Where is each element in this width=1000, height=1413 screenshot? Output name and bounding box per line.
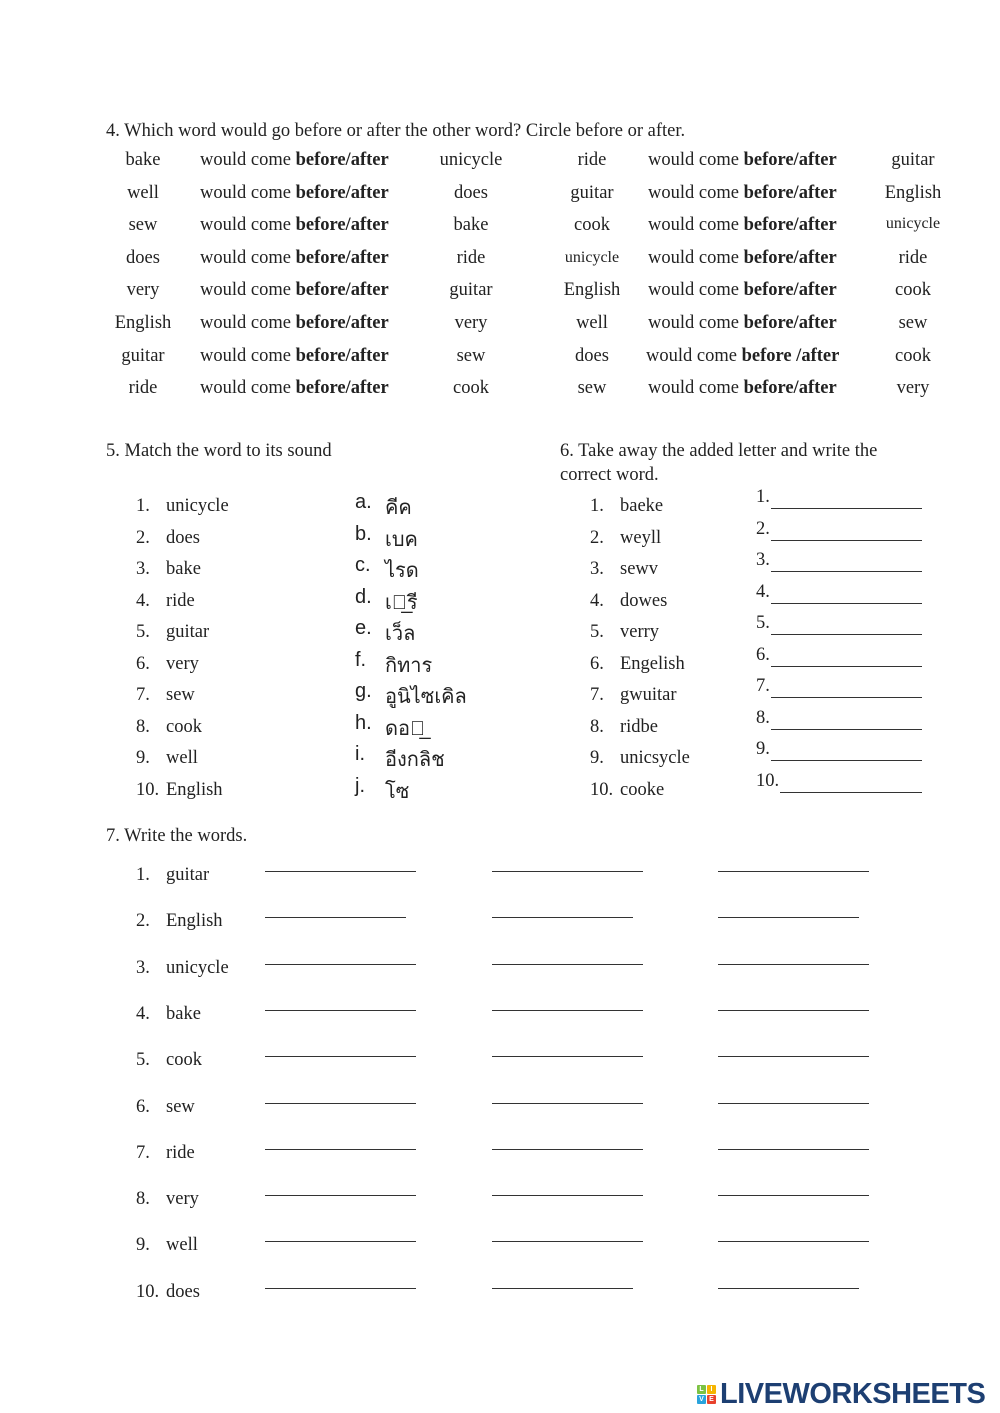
before-after-option[interactable]: before/after [743, 150, 837, 170]
writing-blank[interactable] [492, 1149, 643, 1150]
before-after-option[interactable]: before/after [743, 378, 837, 399]
word-left: ride [128, 378, 158, 399]
phrase-text: would come [648, 150, 744, 170]
writing-blank[interactable] [718, 1195, 869, 1196]
answer-number: 2. [756, 518, 770, 539]
before-after-option[interactable]: before/after [295, 378, 389, 399]
word-right: bake [453, 215, 489, 236]
sound-letter: f. [355, 648, 367, 671]
answer-blank[interactable] [771, 666, 922, 667]
word-left: well [127, 182, 159, 203]
writing-blank[interactable] [265, 1195, 416, 1196]
match-word: guitar [166, 622, 210, 642]
before-after-option[interactable]: before/after [295, 215, 389, 236]
word-left: English [114, 313, 172, 333]
answer-blank[interactable] [771, 729, 922, 730]
phrase-text: would come [200, 247, 296, 268]
misspelled-word: sewv [620, 559, 659, 579]
word-right: very [896, 378, 930, 399]
thai-sound: อีงกลิช [385, 749, 445, 771]
sound-letter: e. [355, 617, 372, 639]
thai-sound: ดอซ̲ [385, 717, 425, 740]
item-number: 9. [590, 748, 604, 768]
word-right: very [454, 313, 488, 333]
section6-title-line1: 6. Take away the added letter and write the [560, 441, 878, 461]
before-after-choice[interactable] [648, 215, 837, 236]
answer-number: 8. [756, 707, 770, 728]
writing-blank[interactable] [492, 964, 643, 965]
answer-blank[interactable] [771, 760, 922, 761]
before-after-option[interactable]: before/after [743, 182, 837, 203]
before-after-choice[interactable] [646, 346, 839, 367]
write-word: sew [166, 1096, 195, 1117]
writing-blank[interactable] [265, 1056, 416, 1057]
writing-blank[interactable] [265, 1010, 416, 1011]
writing-blank[interactable] [718, 1010, 869, 1011]
word-right: ride [456, 247, 486, 268]
before-after-option[interactable]: before/after [743, 313, 837, 333]
phrase-text: would come [648, 182, 744, 203]
phrase-text: would come [200, 345, 296, 366]
logo-tiles-icon: L I V E [697, 1385, 716, 1404]
sound-letter: c. [355, 554, 371, 576]
word-right: English [884, 182, 942, 203]
word-right: sew [898, 313, 928, 333]
before-after-choice[interactable] [200, 346, 389, 367]
write-word: does [166, 1281, 200, 1302]
match-word: does [166, 527, 200, 548]
writing-blank[interactable] [718, 1056, 869, 1057]
before-after-option[interactable]: before/after [295, 247, 389, 268]
writing-blank[interactable] [718, 1103, 869, 1104]
writing-blank[interactable] [265, 1241, 416, 1242]
writing-blank[interactable] [265, 1288, 416, 1289]
before-after-option[interactable]: before/after [743, 215, 837, 236]
answer-blank[interactable] [771, 634, 922, 635]
item-number: 5. [136, 1050, 150, 1071]
phrase-text: would come [200, 182, 296, 203]
item-number: 10. [590, 779, 614, 800]
phrase-text: would come [200, 280, 296, 301]
word-right: unicycle [885, 215, 941, 233]
writing-blank[interactable] [492, 1288, 633, 1289]
thai-sound: เว̲รี [385, 591, 418, 614]
write-word: well [166, 1235, 198, 1256]
word-left: unicycle [564, 248, 620, 266]
word-left: guitar [570, 182, 614, 203]
answer-number: 9. [756, 739, 770, 759]
before-after-choice[interactable] [200, 150, 389, 171]
word-left: sew [577, 378, 607, 399]
match-word: ride [166, 590, 195, 611]
misspelled-word: unicsycle [620, 748, 690, 768]
sound-letter: g. [355, 680, 372, 702]
before-after-choice[interactable] [200, 248, 389, 269]
word-right: ride [898, 247, 928, 268]
phrase-text: would come [646, 345, 742, 366]
item-number: 9. [136, 1235, 150, 1256]
writing-blank[interactable] [265, 1103, 416, 1104]
writing-blank[interactable] [492, 871, 643, 872]
thai-sound: เบค [385, 528, 418, 551]
item-number: 7. [136, 1142, 150, 1163]
word-right: unicycle [439, 150, 503, 170]
item-number: 1. [136, 496, 150, 516]
writing-blank[interactable] [265, 871, 416, 872]
item-number: 6. [136, 1096, 150, 1117]
section4-title: 4. Which word would go before or after the other word? Circle before or after. [106, 121, 686, 141]
before-after-option[interactable]: before/after [295, 345, 389, 366]
before-after-option[interactable]: before/after [295, 150, 389, 170]
misspelled-word: cooke [620, 779, 665, 800]
word-left: does [575, 345, 609, 366]
answer-number: 10. [756, 770, 780, 791]
phrase-text: would come [200, 313, 296, 333]
item-number: 1. [590, 496, 604, 516]
section5-title: 5. Match the word to its sound [106, 441, 332, 461]
writing-blank[interactable] [492, 1195, 643, 1196]
write-word: unicycle [166, 957, 229, 978]
thai-sound: เว็ล [385, 623, 416, 645]
writing-blank[interactable] [492, 917, 633, 918]
phrase-text: would come [648, 280, 744, 301]
misspelled-word: weyll [620, 527, 662, 548]
word-left: ride [577, 150, 607, 170]
word-left: does [126, 247, 160, 268]
misspelled-word: verry [620, 622, 660, 642]
before-after-choice[interactable] [648, 378, 837, 399]
sound-letter: a. [355, 491, 372, 513]
before-after-option[interactable]: before /after [741, 345, 840, 366]
liveworksheets-logo [697, 1378, 985, 1411]
writing-blank[interactable] [265, 917, 406, 918]
phrase-text: would come [648, 215, 744, 236]
write-word: ride [166, 1142, 195, 1163]
word-right: cook [453, 378, 489, 399]
misspelled-word: baeke [620, 496, 664, 516]
before-after-choice[interactable] [648, 280, 837, 301]
misspelled-word: Engelish [620, 653, 685, 674]
phrase-text: would come [648, 247, 744, 268]
item-number: 2. [590, 527, 604, 548]
item-number: 3. [590, 559, 604, 579]
match-word: English [166, 779, 223, 800]
item-number: 5. [590, 622, 604, 642]
word-right: cook [895, 345, 931, 366]
item-number: 4. [136, 1003, 150, 1024]
answer-number: 5. [756, 613, 770, 633]
word-left: bake [125, 150, 161, 170]
before-after-choice[interactable] [200, 215, 389, 236]
thai-sound: อูนิไซเคิล [385, 686, 467, 708]
write-word: guitar [166, 865, 210, 885]
write-word: very [166, 1189, 199, 1210]
item-number: 10. [136, 779, 160, 800]
before-after-choice[interactable] [200, 183, 389, 204]
word-right: guitar [891, 150, 935, 170]
write-word: English [166, 911, 223, 932]
phrase-text: would come [648, 378, 744, 399]
sound-letter: h. [355, 711, 372, 734]
writing-blank[interactable] [265, 964, 416, 965]
misspelled-word: dowes [620, 590, 668, 611]
answer-number: 3. [756, 550, 770, 570]
sound-letter: i. [355, 743, 365, 765]
item-number: 4. [590, 590, 604, 611]
item-number: 4. [136, 590, 150, 611]
writing-blank[interactable] [718, 1288, 859, 1289]
writing-blank[interactable] [492, 1056, 643, 1057]
item-number: 9. [136, 748, 150, 768]
sound-letter: d. [355, 585, 372, 608]
write-word: bake [166, 1003, 201, 1024]
word-left: sew [128, 215, 158, 236]
phrase-text: would come [200, 378, 296, 399]
writing-blank[interactable] [718, 964, 869, 965]
item-number: 3. [136, 559, 150, 579]
before-after-option[interactable]: before/after [743, 280, 837, 301]
thai-sound: ไรด [385, 560, 419, 582]
word-left: very [126, 280, 160, 301]
match-word: very [166, 653, 199, 674]
word-left: well [576, 313, 608, 333]
answer-number: 7. [756, 676, 770, 696]
match-word: unicycle [166, 496, 229, 516]
write-word: cook [166, 1050, 202, 1071]
match-word: well [166, 748, 198, 768]
answer-blank[interactable] [780, 792, 922, 793]
writing-blank[interactable] [492, 1103, 643, 1104]
item-number: 5. [136, 622, 150, 642]
word-left: guitar [121, 345, 165, 366]
writing-blank[interactable] [492, 1010, 643, 1011]
before-after-option[interactable]: before/after [743, 247, 837, 268]
answer-blank[interactable] [771, 571, 922, 572]
word-right: does [454, 182, 488, 203]
misspelled-word: gwuitar [620, 685, 677, 705]
writing-blank[interactable] [718, 871, 869, 872]
match-word: cook [166, 716, 202, 737]
section6-title-line2: correct word. [560, 465, 659, 485]
answer-number: 4. [756, 581, 770, 602]
item-number: 6. [136, 653, 150, 674]
answer-blank[interactable] [771, 603, 922, 604]
phrase-text: would come [200, 150, 296, 170]
phrase-text: would come [200, 215, 296, 236]
item-number: 6. [590, 653, 604, 674]
before-after-choice[interactable] [648, 248, 837, 269]
before-after-choice[interactable] [648, 150, 837, 171]
section7-title: 7. Write the words. [106, 826, 248, 846]
item-number: 3. [136, 957, 150, 978]
item-number: 2. [136, 527, 150, 548]
word-right: guitar [449, 280, 493, 301]
item-number: 2. [136, 911, 150, 932]
item-number: 8. [590, 716, 604, 737]
logo-text: LIVEWORKSHEETS [720, 1378, 986, 1410]
answer-blank[interactable] [771, 540, 922, 541]
thai-sound: กิทาร [385, 654, 433, 677]
sound-letter: b. [355, 522, 372, 545]
sound-letter: j. [355, 774, 365, 797]
word-left: English [563, 280, 621, 301]
writing-blank[interactable] [265, 1149, 416, 1150]
misspelled-word: ridbe [620, 716, 659, 737]
before-after-option[interactable]: before/after [295, 313, 389, 333]
before-after-choice[interactable] [648, 183, 837, 204]
match-word: bake [166, 559, 201, 579]
thai-sound: คีค [385, 497, 412, 519]
before-after-choice[interactable] [648, 313, 837, 334]
thai-sound: โซ [385, 780, 410, 803]
word-right: cook [895, 280, 931, 301]
writing-blank[interactable] [718, 917, 859, 918]
before-after-choice[interactable] [200, 313, 389, 334]
answer-number: 1. [756, 487, 770, 507]
answer-blank[interactable] [771, 697, 922, 698]
before-after-option[interactable]: before/after [295, 280, 389, 301]
before-after-option[interactable]: before/after [295, 182, 389, 203]
writing-blank[interactable] [718, 1241, 869, 1242]
phrase-text: would come [648, 313, 744, 333]
before-after-choice[interactable] [200, 378, 389, 399]
answer-number: 6. [756, 644, 770, 665]
item-number: 8. [136, 1189, 150, 1210]
item-number: 7. [136, 685, 150, 705]
item-number: 8. [136, 716, 150, 737]
before-after-choice[interactable] [200, 280, 389, 301]
answer-blank[interactable] [771, 508, 922, 509]
item-number: 7. [590, 685, 604, 705]
match-word: sew [166, 685, 195, 705]
item-number: 10. [136, 1281, 160, 1302]
word-left: cook [574, 215, 610, 236]
writing-blank[interactable] [492, 1241, 643, 1242]
item-number: 1. [136, 865, 150, 885]
writing-blank[interactable] [718, 1149, 869, 1150]
word-right: sew [456, 345, 486, 366]
